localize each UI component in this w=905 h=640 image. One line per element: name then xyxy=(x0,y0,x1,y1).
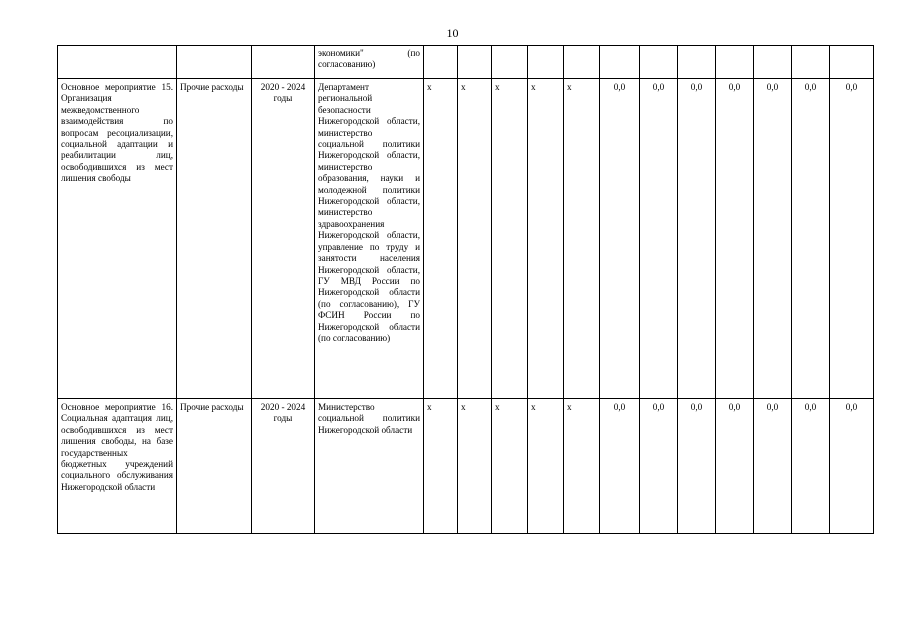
value-cell: 0,0 xyxy=(754,399,792,534)
mark-cell xyxy=(528,46,564,79)
value-cell: 0,0 xyxy=(830,79,874,399)
mark-cell xyxy=(458,46,492,79)
value-cell: 0,0 xyxy=(640,79,678,399)
value-cell: 0,0 xyxy=(600,79,640,399)
value-cell xyxy=(830,46,874,79)
mark-cell: x xyxy=(458,79,492,399)
expense-type-cell: Прочие расходы xyxy=(177,399,252,534)
expense-type-cell: Прочие расходы xyxy=(177,79,252,399)
table-row xyxy=(58,79,874,399)
table-row xyxy=(58,399,874,534)
value-cell: 0,0 xyxy=(678,79,716,399)
mark-cell: x xyxy=(424,79,458,399)
mark-cell: x xyxy=(492,79,528,399)
mark-cell: x xyxy=(528,79,564,399)
event-cell: Основное мероприятие 16. Социальная адаптация лиц, освободившихся из мест лишения свободы, на базе государственных бюджетных учреждений социального обслуживания Нижегородской области xyxy=(58,399,177,534)
mark-cell xyxy=(492,46,528,79)
value-cell xyxy=(792,46,830,79)
event-cell: Основное мероприятие 15. Организация межведомственного взаимодействия по вопросам ресоциализации, социальной адаптации и реабилитации лиц, освободившихся из мест лишения свободы xyxy=(58,79,177,399)
period-cell: 2020 - 2024 годы xyxy=(252,79,315,399)
value-cell: 0,0 xyxy=(792,399,830,534)
executor-cell: экономики" (по согласованию) xyxy=(315,46,424,79)
table-row xyxy=(58,46,874,79)
value-cell: 0,0 xyxy=(830,399,874,534)
value-cell: 0,0 xyxy=(640,399,678,534)
executor-cell: Министерство социальной политики Нижегородской области xyxy=(315,399,424,534)
value-cell xyxy=(640,46,678,79)
mark-cell: x xyxy=(492,399,528,534)
value-cell: 0,0 xyxy=(754,79,792,399)
event-cell xyxy=(58,46,177,79)
expense-type-cell xyxy=(177,46,252,79)
value-cell: 0,0 xyxy=(600,399,640,534)
mark-cell: x xyxy=(564,399,600,534)
value-cell: 0,0 xyxy=(716,79,754,399)
mark-cell: x xyxy=(564,79,600,399)
value-cell xyxy=(716,46,754,79)
mark-cell xyxy=(424,46,458,79)
period-cell: 2020 - 2024 годы xyxy=(252,399,315,534)
value-cell: 0,0 xyxy=(716,399,754,534)
program-table xyxy=(57,45,874,534)
value-cell xyxy=(600,46,640,79)
mark-cell: x xyxy=(424,399,458,534)
value-cell: 0,0 xyxy=(792,79,830,399)
value-cell xyxy=(678,46,716,79)
executor-cell: Департамент региональной безопасности Нижегородской области, министерство социальной политики Нижегородской области, министерство образования, науки и молодежной политики Нижегородской области, министерство здравоохранения Нижегородской области, управление по труду и занятости населения Нижегородской области, ГУ МВД России по Нижегородской области (по согласованию), ГУ ФСИН России по Нижегородской области (по согласованию) xyxy=(315,79,424,399)
value-cell xyxy=(754,46,792,79)
page-number: 10 xyxy=(446,26,459,40)
mark-cell xyxy=(564,46,600,79)
mark-cell: x xyxy=(528,399,564,534)
value-cell: 0,0 xyxy=(678,399,716,534)
period-cell xyxy=(252,46,315,79)
mark-cell: x xyxy=(458,399,492,534)
